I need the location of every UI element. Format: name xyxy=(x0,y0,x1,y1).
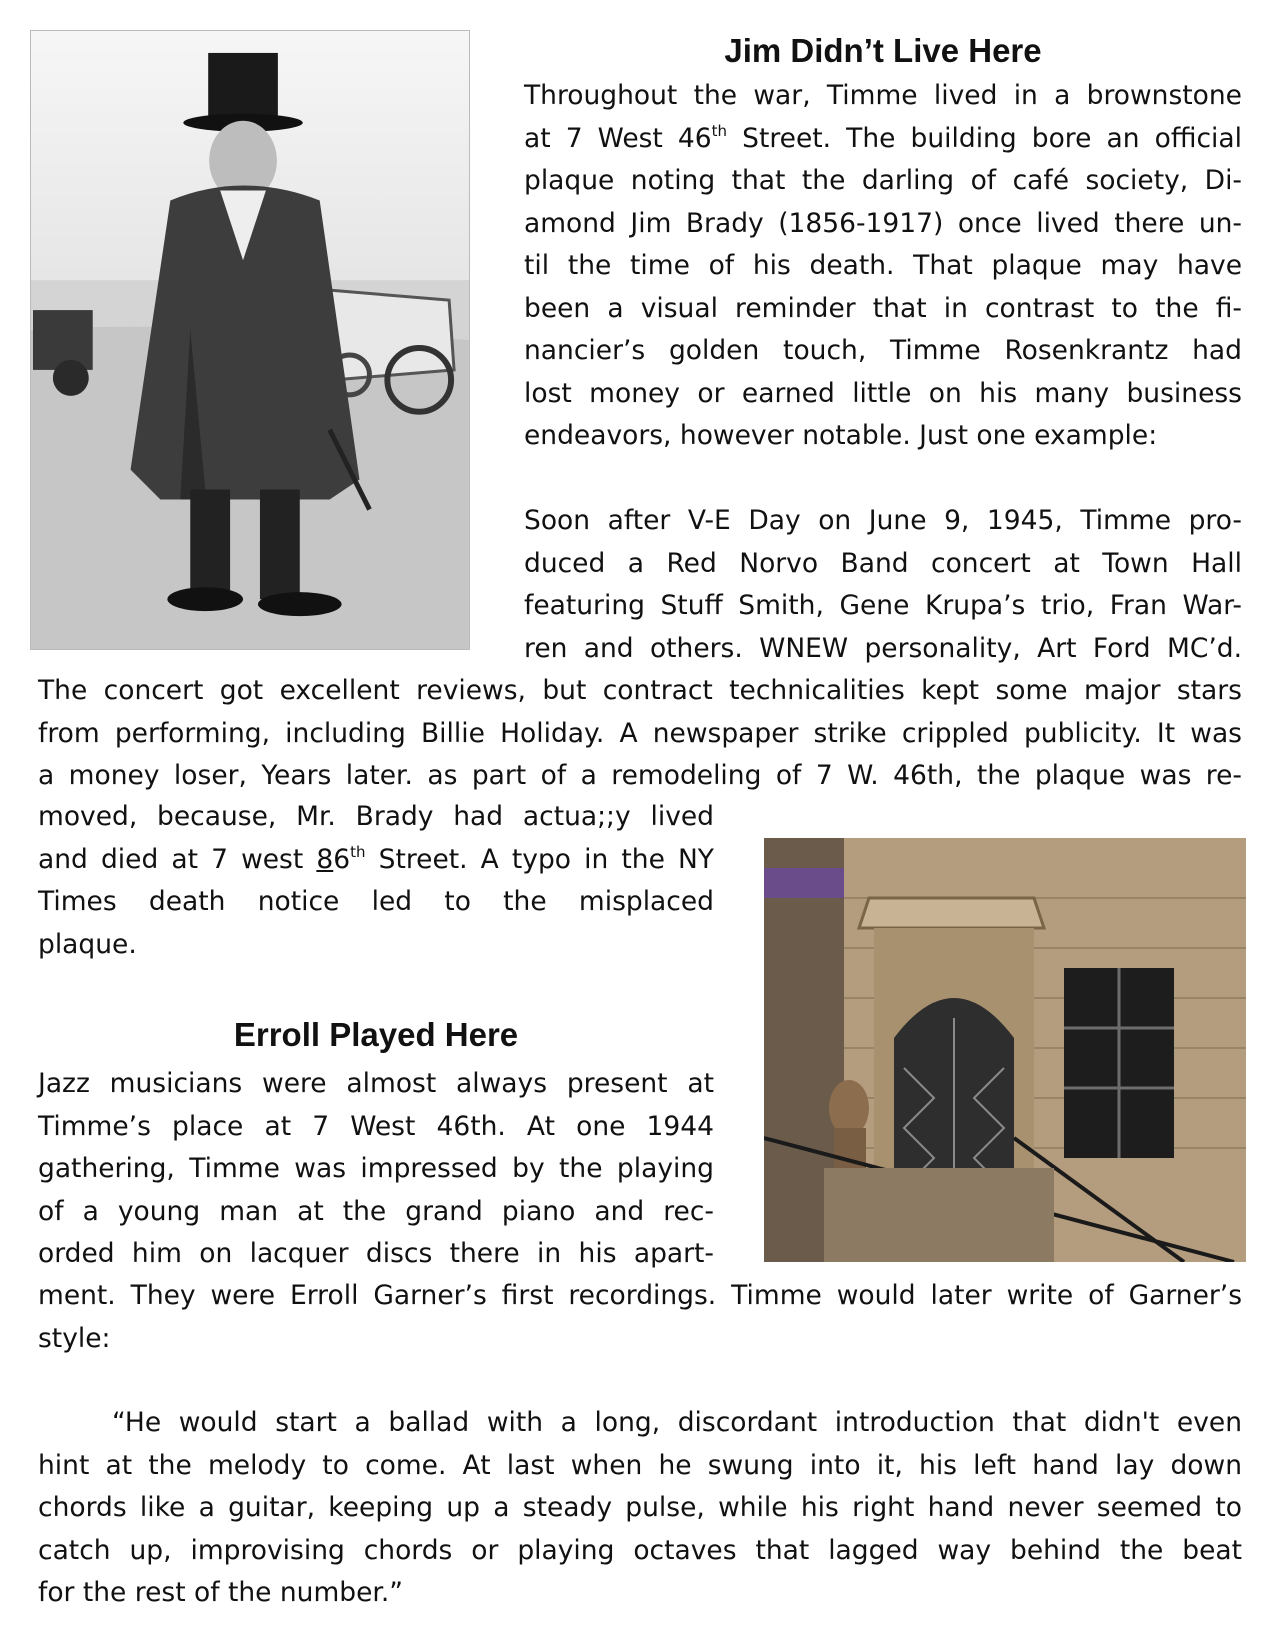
section-title-erroll: Erroll Played Here xyxy=(233,1016,519,1053)
text-line: nancier’s golden touch, Timme Rosenkrantz had xyxy=(524,335,1242,366)
section1-paragraph2-wrap xyxy=(38,796,714,966)
text-line: The concert got excellent reviews, but contract technicalities kept some major stars xyxy=(38,675,1242,706)
garner-quote xyxy=(38,1402,1242,1615)
building-photo xyxy=(764,838,1246,1262)
text-line: plaque noting that the darling of café society, Di- xyxy=(524,165,1242,196)
text-line: Timme’s place at 7 West 46th. At one 1944 xyxy=(38,1110,714,1142)
section2-paragraph1-continued xyxy=(38,1275,1242,1360)
text-line: orded him on lacquer discs there in his apart- xyxy=(38,1238,714,1269)
section1-paragraph1 xyxy=(524,75,1242,458)
quote-line: hint at the melody to come. At last when he swung into it, his left hand lay down xyxy=(38,1449,1242,1481)
text-line: ren and others. WNEW personality, Art Ford MC’d. xyxy=(524,632,1242,664)
text-line: duced a Red Norvo Band concert at Town Hall xyxy=(524,547,1242,579)
text-line: lost money or earned little on his many business xyxy=(524,377,1242,409)
text-line: endeavors, however notable. Just one example: xyxy=(524,420,1158,451)
text-line: Throughout the war, Timme lived in a brownstone xyxy=(524,80,1242,111)
text-line: at 7 West 46th Street. The building bore an official xyxy=(524,121,1242,154)
text-line: featuring Stuff Smith, Gene Krupa’s trio, Fran War- xyxy=(524,590,1242,621)
quote-line: catch up, improvising chords or playing octaves that lagged way behind the beat xyxy=(38,1534,1242,1566)
text-line: ment. They were Erroll Garner’s first recordings. Timme would later write of Garner’s xyxy=(38,1280,1242,1311)
text-line: been a visual reminder that in contrast to the fi- xyxy=(524,292,1242,324)
quote-line: chords like a guitar, keeping up a steady pulse, while his right hand never seemed to xyxy=(38,1492,1242,1523)
text-line: moved, because, Mr. Brady had actua;;y lived xyxy=(38,801,714,832)
section1-paragraph2 xyxy=(524,500,1242,670)
text-line: plaque. xyxy=(38,928,137,960)
text-line: amond Jim Brady (1856-1917) once lived there un- xyxy=(524,207,1242,239)
text-line: Times death notice led to the misplaced xyxy=(38,886,714,917)
section-title-jim: Jim Didn’t Live Here xyxy=(724,32,1042,69)
building-photo-graphic xyxy=(764,838,1246,1262)
brady-photo-graphic xyxy=(31,31,469,649)
quote-line: “He would start a ballad with a long, discordant introduction that didn't even xyxy=(112,1407,1242,1438)
brady-photo xyxy=(30,30,470,650)
quote-line: for the rest of the number.” xyxy=(38,1577,404,1608)
section2-paragraph1 xyxy=(38,1063,714,1276)
section1-paragraph2-continued xyxy=(38,670,1242,798)
text-line: Soon after V-E Day on June 9, 1945, Timme pro- xyxy=(524,505,1242,536)
text-line: til the time of his death. That plaque may have xyxy=(524,250,1242,281)
text-line: and died at 7 west 86th Street. A typo in the NY xyxy=(38,842,714,875)
text-line: style: xyxy=(38,1322,111,1354)
text-line: Jazz musicians were almost always present at xyxy=(38,1068,714,1099)
text-line: gathering, Timme was impressed by the playing xyxy=(38,1153,714,1184)
text-line: from performing, including Billie Holiday. A newspaper strike crippled publicity. It was xyxy=(38,717,1242,749)
text-line: a money loser, Years later. as part of a remodeling of 7 W. 46th, the plaque was re- xyxy=(38,760,1242,791)
text-line: of a young man at the grand piano and rec- xyxy=(38,1195,714,1227)
